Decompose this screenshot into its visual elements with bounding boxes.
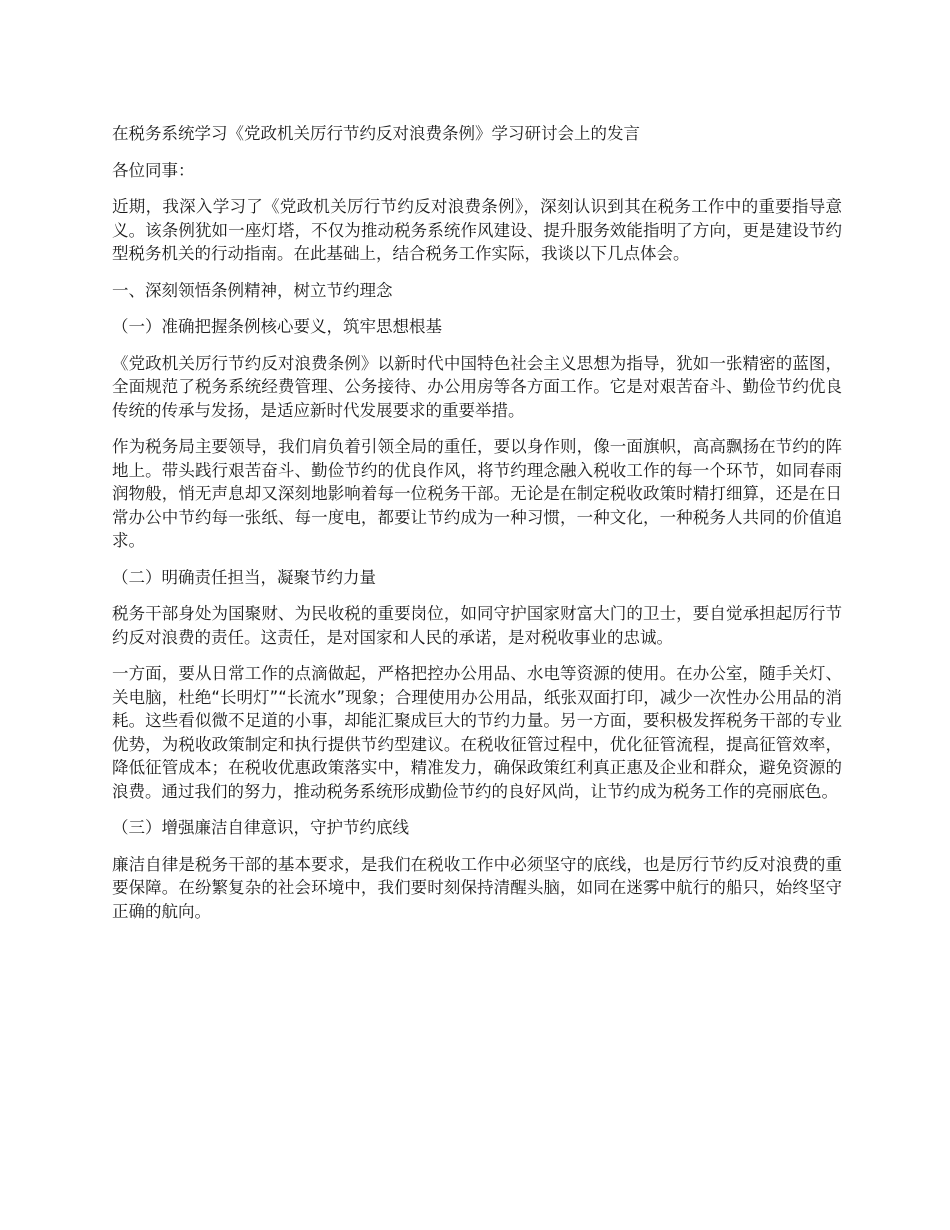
paragraph: 税务干部身处为国聚财、为民收税的重要岗位，如同守护国家财富大门的卫士，要自觉承担起厉行节约反对浪费的责任。这责任，是对国家和人民的承诺，是对税收事业的忠诚。 <box>112 604 842 647</box>
paragraph-intro: 近期，我深入学习了《党政机关厉行节约反对浪费条例》，深刻认识到其在税务工作中的重要指导意义。该条例犹如一座灯塔，不仅为推动税务系统作风建设、提升服务效能指明了方向，更是建设节约型税务机关的行动指南。在此基础上，结合税务工作实际，我谈以下几点体会。 <box>112 197 842 263</box>
salutation: 各位同事： <box>112 160 195 180</box>
section-heading-1: 一、深刻领悟条例精神，树立节约理念 <box>112 280 393 300</box>
subsection-heading-3: （三）增强廉洁自律意识，守护节约底线 <box>112 818 409 837</box>
paragraph: 《党政机关厉行节约反对浪费条例》以新时代中国特色社会主义思想为指导，犹如一张精密的蓝图，全面规范了税务系统经费管理、公务接待、办公用房等各方面工作。它是对艰苦奋斗、勤俭节约优良传统的传承与发扬，是适应新时代发展要求的重要举措。 <box>112 353 842 420</box>
paragraph: 一方面，要从日常工作的点滴做起，严格把控办公用品、水电等资源的使用。在办公室，随手关灯、关电脑，杜绝“长明灯”“长流水”现象；合理使用办公用品，纸张双面打印，减少一次性办公用品的消耗。这些看似微不足道的小事，却能汇聚成巨大的节约力量。另一方面，要积极发挥税务干部的专业优势，为税收政策制定和执行提供节约型建议。在税收征管过程中，优化征管流程，提高征管效率，降低征管成本；在税收优惠政策落实中，精准发力，确保政策红利真正惠及企业和群众，避免资源的浪费。通过我们的努力，推动税务系统形成勤俭节约的良好风尚，让节约成为税务工作的亮丽底色。 <box>112 664 842 801</box>
paragraph: 作为税务局主要领导，我们肩负着引领全局的重任，要以身作则，像一面旗帜，高高飘扬在节约的阵地上。带头践行艰苦奋斗、勤俭节约的优良作风，将节约理念融入税收工作的每一个环节，如同春雨润物般，悄无声息却又深刻地影响着每一位税务干部。无论是在制定税收政策时精打细算，还是在日常办公中节约每一张纸、每一度电，都要让节约成为一种习惯，一种文化，一种税务人共同的价值追求。 <box>112 437 842 550</box>
document-page <box>112 122 842 936</box>
paragraph: 廉洁自律是税务干部的基本要求，是我们在税收工作中必须坚守的底线，也是厉行节约反对浪费的重要保障。在纷繁复杂的社会环境中，我们要时刻保持清醒头脑，如同在迷雾中航行的船只，始终坚守正确的航向。 <box>112 854 842 921</box>
subsection-heading-1: （一）准确把握条例核心要义，筑牢思想根基 <box>112 317 442 336</box>
document-title: 在税务系统学习《党政机关厉行节约反对浪费条例》学习研讨会上的发言 <box>112 124 640 143</box>
subsection-heading-2: （二）明确责任担当，凝聚节约力量 <box>112 567 376 587</box>
